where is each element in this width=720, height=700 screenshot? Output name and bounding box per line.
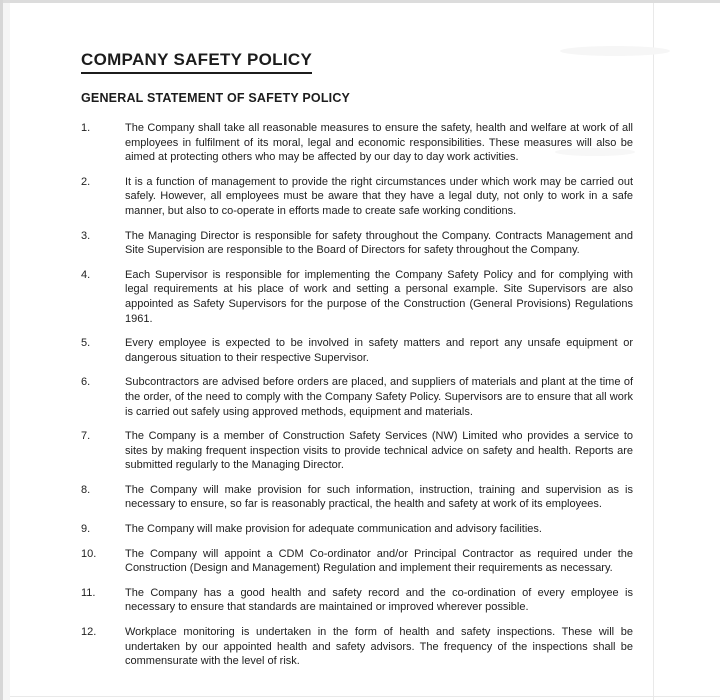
policy-item <box>81 625 633 669</box>
page-title-text: COMPANY SAFETY POLICY <box>81 50 312 74</box>
policy-item <box>81 522 633 537</box>
policy-item <box>81 429 633 473</box>
item-text: Each Supervisor is responsible for implementing the Company Safety Policy and for complying with legal requirements at his place of work and setting a personal example. Site Supervisors are also appointed as Safety Supervisors for the purpose of the Construction (General Provisions) Regulations 1961. <box>125 268 633 325</box>
item-number: 8. <box>81 483 91 496</box>
item-text: The Company shall take all reasonable measures to ensure the safety, health and welfare at work of all employees in fulfilment of its moral, legal and economic responsibilities. These measures will also be aimed at protecting others who may be affected by our day to day work activities. <box>125 122 633 164</box>
item-text: The Company will appoint a CDM Co-ordinator and/or Principal Contractor as required under the Construction (Design and Management) Regulation and implement their requirements as necessary. <box>125 547 633 575</box>
item-number: 6. <box>81 376 91 389</box>
item-text: The Company has a good health and safety record and the co-ordination of every employee is necessary to ensure that standards are maintained or improved wherever possible. <box>125 586 633 614</box>
item-number: 7. <box>81 430 91 443</box>
item-text: The Company is a member of Construction Safety Services (NW) Limited who provides a service to sites by making frequent inspection visits to provide technical advice on safety and health. Reports are submitted regularly to the Managing Director. <box>125 430 633 472</box>
item-number: 5. <box>81 337 91 350</box>
item-text: Every employee is expected to be involved in safety matters and report any unsafe equipment or dangerous situation to their respective Supervisor. <box>125 337 633 364</box>
policy-item <box>81 547 633 576</box>
item-text: The Company will make provision for such information, instruction, training and supervision as is necessary to ensure, so far is reasonably practical, the health and safety at work of its employees. <box>125 483 633 511</box>
item-text: The Company will make provision for adequate communication and advisory facilities. <box>125 523 542 536</box>
item-number: 11. <box>81 586 96 599</box>
item-number: 3. <box>81 229 91 242</box>
policy-item <box>81 268 633 326</box>
item-text: It is a function of management to provide the right circumstances under which work may be carried out safely. However, all employees must be aware that they have a legal duty, not only to work in a safe manner, but also to co-operate in efforts made to create safe working conditions. <box>125 175 633 217</box>
item-number: 12. <box>81 626 97 639</box>
policy-item <box>81 121 633 165</box>
item-text: Subcontractors are advised before orders are placed, and suppliers of materials and plant at the time of the order, of the need to comply with the Company Safety Policy. Supervisors are to ensure that all work is carried out safely using approved methods, equipment and materials. <box>125 376 633 418</box>
policy-item <box>81 375 633 419</box>
item-text: The Managing Director is responsible for safety throughout the Company. Contracts Management and Site Supervision are responsible to the Board of Directors for safety throughout the Company. <box>125 229 633 257</box>
item-number: 2. <box>81 175 91 188</box>
item-number: 4. <box>81 268 91 281</box>
item-number: 1. <box>81 122 91 134</box>
policy-item <box>81 229 633 258</box>
item-number: 10. <box>81 547 97 560</box>
page-title <box>81 50 633 74</box>
section-heading: GENERAL STATEMENT OF SAFETY POLICY <box>81 91 351 105</box>
item-number: 9. <box>81 523 91 536</box>
policy-list <box>81 121 633 669</box>
policy-item <box>81 586 633 615</box>
policy-item <box>81 483 633 512</box>
item-text: Workplace monitoring is undertaken in the form of health and safety inspections. These will be undertaken by our appointed health and safety advisors. The frequency of the inspections shall be commensurate with the level of risk. <box>125 626 633 668</box>
policy-item <box>81 336 633 365</box>
policy-item <box>81 175 633 219</box>
